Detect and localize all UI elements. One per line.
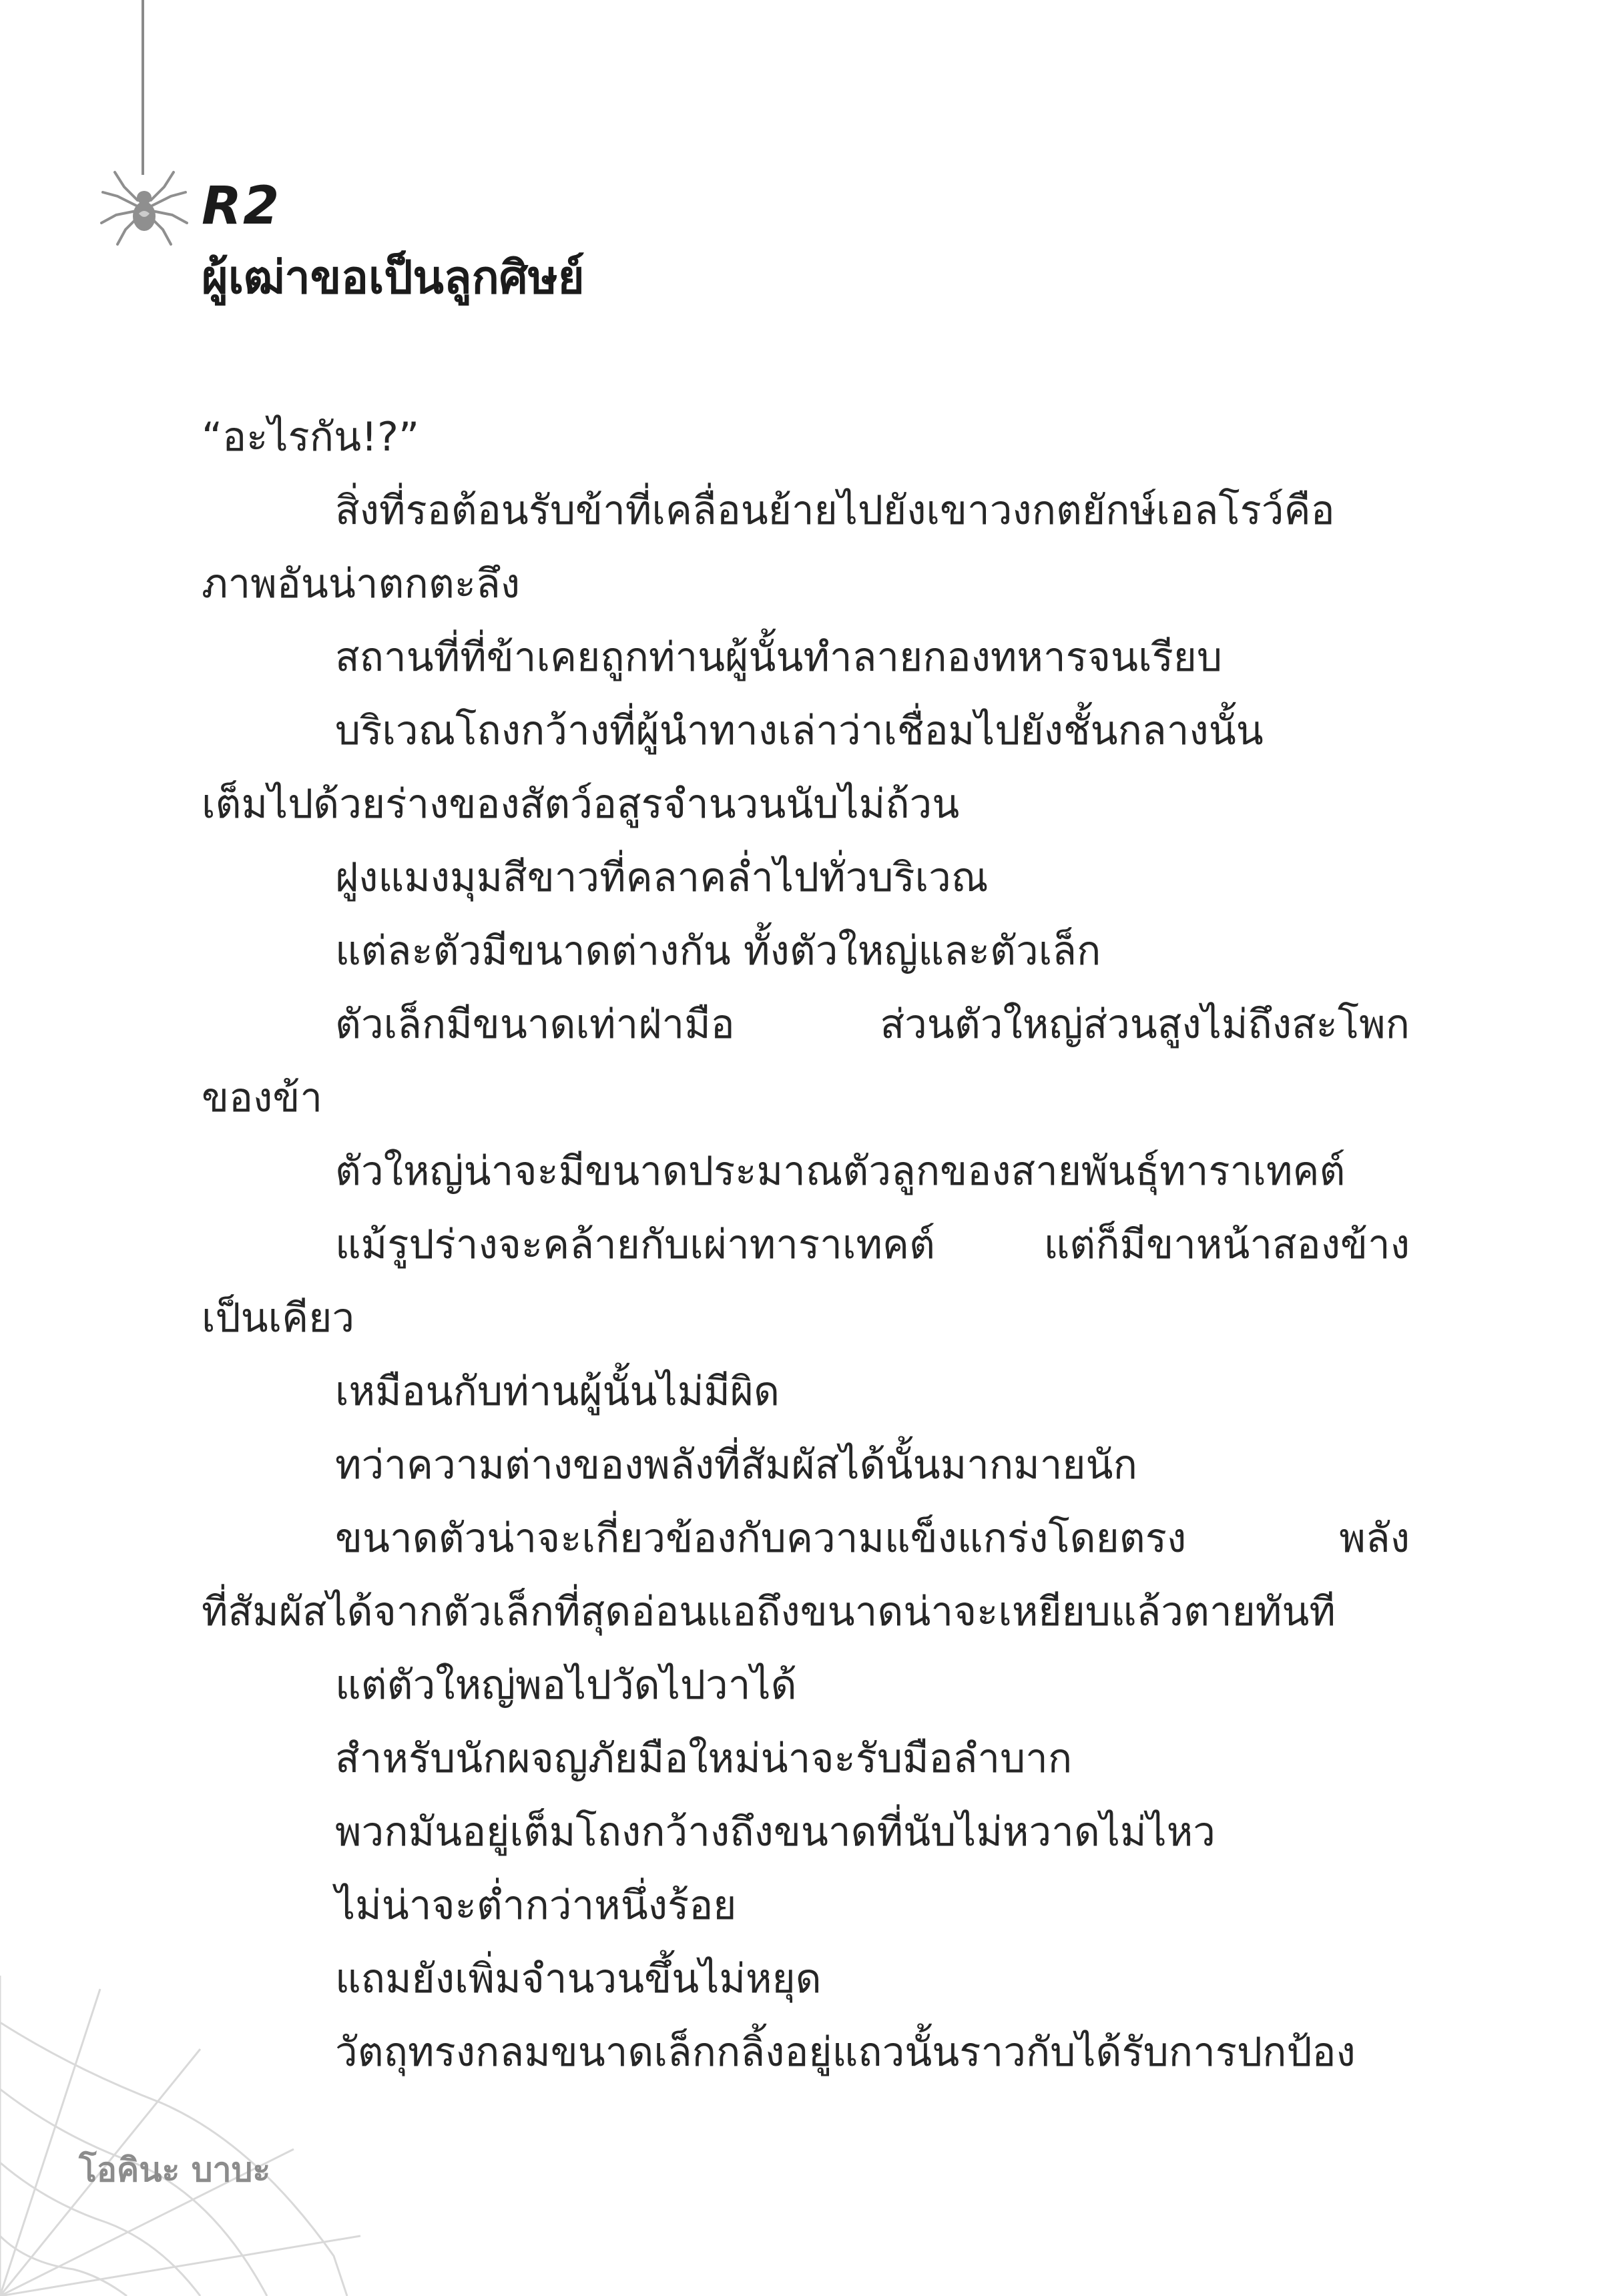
paragraph-line: สิ่งที่รอต้อนรับข้าที่เคลื่อนย้ายไปยังเขาวงกตยักษ์เอลโรว์คือ: [335, 487, 1335, 534]
paragraph-line: เป็นเคียว: [202, 1295, 355, 1342]
paragraph-line: เต็มไปด้วยร่างของสัตว์อสูรจำนวนนับไม่ถ้วน: [202, 781, 960, 828]
paragraph-line: ฝูงแมงมุมสีขาวที่คลาคล่ำไปทั่วบริเวณ: [335, 854, 989, 901]
paragraph-line: ที่สัมผัสได้จากตัวเล็กที่สุดอ่อนแอถึงขนาดน่าจะเหยียบแล้วตายทันที: [202, 1589, 1336, 1635]
paragraph-line: แต่ละตัวมีขนาดต่างกัน ทั้งตัวใหญ่และตัวเล็ก: [335, 928, 1101, 974]
paragraph-line: ขนาดตัวน่าจะเกี่ยวข้องกับความแข็งแกร่งโดยตรง พลัง: [335, 1515, 1410, 1562]
paragraph-line: ตัวใหญ่น่าจะมีขนาดประมาณตัวลูกของสายพันธุ์ทาราเทคต์: [335, 1148, 1346, 1195]
spider-thread: [142, 0, 144, 175]
paragraph-line: ของข้า: [202, 1075, 323, 1121]
paragraph-line: วัตถุทรงกลมขนาดเล็กกลิ้งอยู่แถวนั้นราวกับได้รับการปกป้อง: [335, 2029, 1356, 2076]
paragraph-line: สถานที่ที่ข้าเคยถูกท่านผู้นั้นทำลายกองทหารจนเรียบ: [335, 634, 1223, 681]
paragraph-line: บริเวณโถงกว้างที่ผู้นำทางเล่าว่าเชื่อมไปยังชั้นกลางนั้น: [335, 707, 1264, 754]
paragraph-line: ไม่น่าจะต่ำกว่าหนึ่งร้อย: [335, 1882, 737, 1929]
paragraph-line: ตัวเล็กมีขนาดเท่าฝ่ามือ ส่วนตัวใหญ่ส่วนสูงไม่ถึงสะโพก: [335, 1001, 1410, 1048]
paragraph-line: แม้รูปร่างจะคล้ายกับเผ่าทาราเทคต์ แต่ก็มีขาหน้าสองข้าง: [335, 1221, 1410, 1268]
author-footer: โอคินะ บาบะ: [79, 2150, 271, 2189]
spider-web-icon: [0, 1949, 374, 2296]
paragraph-line: พวกมันอยู่เต็มโถงกว้างถึงขนาดที่นับไม่หวาดไม่ไหว: [335, 1809, 1216, 1855]
paragraph-line: ภาพอันน่าตกตะลึง: [202, 561, 521, 607]
chapter-title: ผู้เฒ่าขอเป็นลูกศิษย์: [202, 252, 585, 304]
spider-icon: [100, 167, 188, 247]
paragraph-line: แต่ตัวใหญ่พอไปวัดไปวาได้: [335, 1662, 797, 1709]
paragraph-line: ทว่าความต่างของพลังที่สัมผัสได้นั้นมากมายนัก: [335, 1442, 1137, 1488]
paragraph-line: เหมือนกับท่านผู้นั้นไม่มีผิด: [335, 1368, 780, 1415]
paragraph-line: สำหรับนักผจญภัยมือใหม่น่าจะรับมือลำบาก: [335, 1735, 1073, 1782]
chapter-number: R2: [202, 176, 281, 236]
paragraph-line: “อะไรกัน!?”: [202, 414, 420, 461]
paragraph-line: แถมยังเพิ่มจำนวนขึ้นไม่หยุด: [335, 1956, 822, 2002]
body-text: [202, 400, 1410, 2089]
